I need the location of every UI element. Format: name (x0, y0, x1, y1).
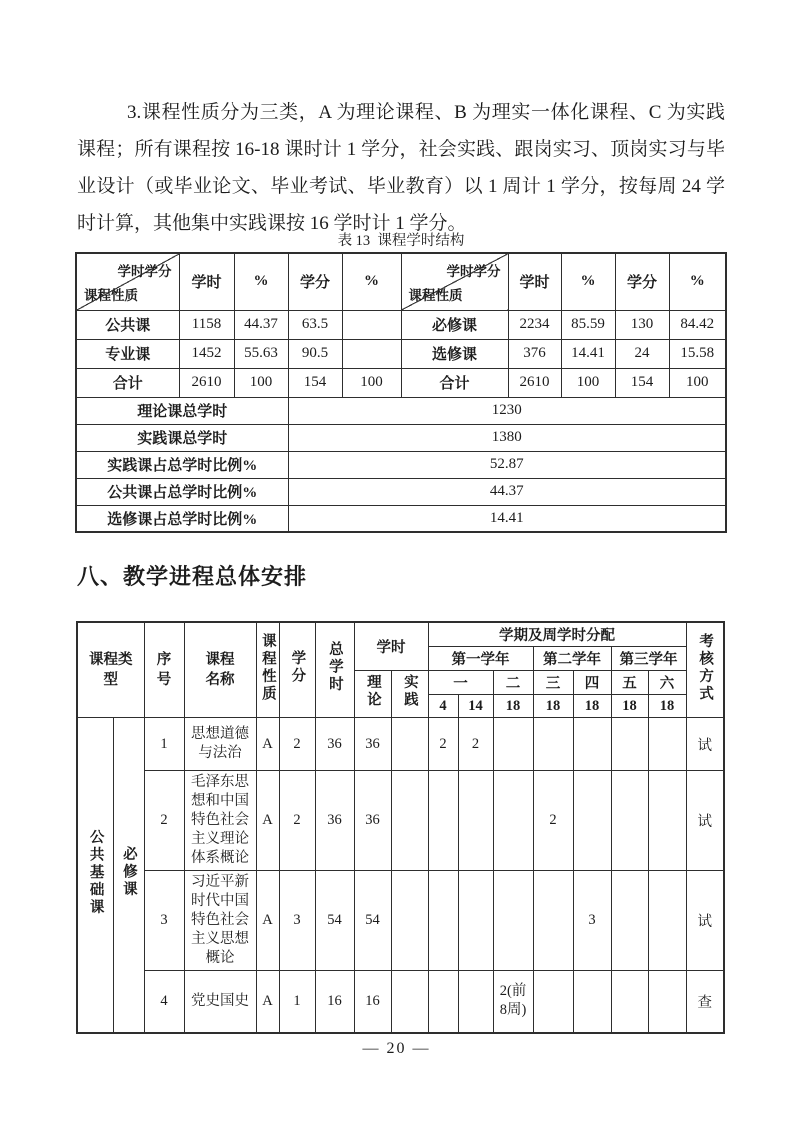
summary-label-practice-ratio: 实践课占总学时比例% (76, 451, 288, 478)
credits-cell: 3 (279, 871, 315, 971)
header-semester-distribution: 学期及周学时分配 (428, 622, 686, 647)
category-public-basic-courses: 公共基础课 (77, 718, 113, 1033)
sem-hours-cell (533, 871, 573, 971)
sem-hours-cell (428, 971, 458, 1033)
header-course-category: 课程类型 (77, 622, 144, 718)
header-percent: % (342, 253, 401, 310)
header-year1: 第一学年 (428, 647, 533, 671)
value-cell: 85.59 (561, 310, 615, 339)
table-row (76, 478, 726, 505)
table-row (76, 451, 726, 478)
theory-hours-cell: 36 (354, 771, 391, 871)
value-cell: 2610 (179, 368, 234, 397)
table-row (76, 424, 726, 451)
header-weeks: 18 (611, 695, 648, 718)
header-weeks: 18 (648, 695, 686, 718)
value-cell: 130 (615, 310, 669, 339)
header-course-name: 课程名称 (184, 622, 256, 718)
total-hours-cell: 16 (315, 971, 354, 1033)
value-cell: 2610 (508, 368, 561, 397)
header-practice: 实践 (391, 671, 428, 718)
sem-hours-cell (458, 971, 493, 1033)
value-cell: 1158 (179, 310, 234, 339)
value-cell: 376 (508, 339, 561, 368)
value-cell: 90.5 (288, 339, 342, 368)
sem-hours-cell: 2 (428, 718, 458, 771)
header-percent: % (561, 253, 615, 310)
course-name-cell: 思想道德与法治 (184, 718, 256, 771)
nature-cell: A (256, 771, 279, 871)
value-cell: 100 (561, 368, 615, 397)
value-cell: 63.5 (288, 310, 342, 339)
value-cell: 84.42 (669, 310, 726, 339)
value-cell: 24 (615, 339, 669, 368)
credits-cell: 1 (279, 971, 315, 1033)
table-row (76, 397, 726, 424)
assessment-cell: 查 (686, 971, 724, 1033)
table13-caption: 表 13 课程学时结构 (337, 233, 465, 249)
value-cell: 2234 (508, 310, 561, 339)
header-total-hours: 总学时 (315, 622, 354, 718)
sem-hours-cell (573, 971, 611, 1033)
section-heading: 八、教学进程总体安排 (77, 564, 308, 589)
practice-hours-cell (391, 871, 428, 971)
value-cell: 55.63 (234, 339, 288, 368)
course-name-cell: 习近平新时代中国特色社会主义思想概论 (184, 871, 256, 971)
practice-hours-cell (391, 718, 428, 771)
diag-label-hours-credits: 学时学分 (446, 264, 501, 279)
value-cell: 154 (288, 368, 342, 397)
summary-label-public-ratio: 公共课占总学时比例% (76, 478, 288, 505)
sem-hours-cell (493, 718, 533, 771)
diag-label-hours-credits: 学时学分 (117, 264, 172, 279)
table-row (76, 339, 726, 368)
header-year3: 第三学年 (611, 647, 686, 671)
header-percent: % (669, 253, 726, 310)
subcategory-required-courses: 必修课 (113, 718, 144, 1033)
value-cell: 1452 (179, 339, 234, 368)
course-nature-paragraph: 3.课程性质分为三类，A 为理论课程、B 为理实一体化课程、C 为实践课程；所有课程按 16-18 课时计 1 学分，社会实践、跟岗实习、顶岗实习与毕业设计（或毕业论文、毕业考试、毕业教育）以 1 周计 1 学分，按每周 24 学时计算，其他集中实践课按 16 学时计 1 学分。 (77, 102, 725, 234)
sem-hours-cell (611, 871, 648, 971)
sem-hours-cell (428, 771, 458, 871)
diag-label-course-nature: 课程性质 (84, 287, 138, 303)
assessment-cell: 试 (686, 771, 724, 871)
sem-hours-cell (533, 718, 573, 771)
summary-value: 44.37 (288, 478, 726, 505)
sem-hours-cell (458, 771, 493, 871)
sem-hours-cell (428, 871, 458, 971)
summary-value: 52.87 (288, 451, 726, 478)
row-label-elective-courses: 选修课 (401, 339, 508, 368)
table-row (77, 771, 724, 871)
assessment-cell: 试 (686, 718, 724, 771)
diagonal-header-cell (76, 253, 179, 310)
sem-hours-cell: 2(前8周) (493, 971, 533, 1033)
table-row (77, 718, 724, 771)
diagonal-header-cell (401, 253, 508, 310)
practice-hours-cell (391, 771, 428, 871)
value-cell: 44.37 (234, 310, 288, 339)
page-number: — 20 — (362, 1040, 431, 1057)
row-label-public-courses: 公共课 (76, 310, 179, 339)
header-weeks: 4 (428, 695, 458, 718)
summary-value: 14.41 (288, 505, 726, 532)
table-row (77, 971, 724, 1033)
value-cell: 15.58 (669, 339, 726, 368)
header-sem-4: 四 (573, 671, 611, 695)
seq-cell: 1 (144, 718, 184, 771)
header-sem-5: 五 (611, 671, 648, 695)
sem-hours-cell (611, 771, 648, 871)
value-cell: 14.41 (561, 339, 615, 368)
header-weeks: 18 (533, 695, 573, 718)
row-label-major-courses: 专业课 (76, 339, 179, 368)
sem-hours-cell: 2 (458, 718, 493, 771)
value-cell: 154 (615, 368, 669, 397)
practice-hours-cell (391, 971, 428, 1033)
summary-label-practice-total-hours: 实践课总学时 (76, 424, 288, 451)
row-label-total: 合计 (76, 368, 179, 397)
header-weeks: 18 (573, 695, 611, 718)
sem-hours-cell (573, 771, 611, 871)
summary-value: 1380 (288, 424, 726, 451)
table-row (77, 871, 724, 971)
assessment-cell: 试 (686, 871, 724, 971)
header-hours: 学时 (508, 253, 561, 310)
sem-hours-cell (533, 971, 573, 1033)
header-weeks: 18 (493, 695, 533, 718)
summary-label-elective-ratio: 选修课占总学时比例% (76, 505, 288, 532)
header-course-nature: 课程性质 (256, 622, 279, 718)
nature-cell: A (256, 718, 279, 771)
nature-cell: A (256, 871, 279, 971)
header-hours: 学时 (179, 253, 234, 310)
header-assessment: 考核方式 (686, 622, 724, 718)
value-cell (342, 310, 401, 339)
sem-hours-cell (648, 771, 686, 871)
sem-hours-cell (648, 718, 686, 771)
header-year2: 第二学年 (533, 647, 611, 671)
header-seq: 序号 (144, 622, 184, 718)
value-cell: 100 (342, 368, 401, 397)
header-theory: 理论 (354, 671, 391, 718)
sem-hours-cell (648, 971, 686, 1033)
diag-label-course-nature: 课程性质 (408, 287, 463, 303)
header-credits: 学分 (279, 622, 315, 718)
nature-cell: A (256, 971, 279, 1033)
header-sem-3: 三 (533, 671, 573, 695)
course-name-cell: 党史国史 (184, 971, 256, 1033)
course-name-cell: 毛泽东思想和中国特色社会主义理论体系概论 (184, 771, 256, 871)
course-hours-structure-table (75, 252, 727, 533)
seq-cell: 3 (144, 871, 184, 971)
value-cell: 100 (234, 368, 288, 397)
summary-label-theory-total-hours: 理论课总学时 (76, 397, 288, 424)
sem-hours-cell (493, 771, 533, 871)
table-row (76, 505, 726, 532)
value-cell: 100 (669, 368, 726, 397)
table-row (76, 368, 726, 397)
teaching-schedule-table (76, 621, 725, 1034)
header-percent: % (234, 253, 288, 310)
sem-hours-cell (611, 718, 648, 771)
sem-hours-cell (648, 871, 686, 971)
header-weeks: 14 (458, 695, 493, 718)
sem-hours-cell: 2 (533, 771, 573, 871)
seq-cell: 4 (144, 971, 184, 1033)
header-credits: 学分 (288, 253, 342, 310)
summary-value: 1230 (288, 397, 726, 424)
seq-cell: 2 (144, 771, 184, 871)
total-hours-cell: 36 (315, 718, 354, 771)
credits-cell: 2 (279, 718, 315, 771)
sem-hours-cell: 3 (573, 871, 611, 971)
theory-hours-cell: 36 (354, 718, 391, 771)
sem-hours-cell (458, 871, 493, 971)
total-hours-cell: 36 (315, 771, 354, 871)
table-row (76, 310, 726, 339)
header-sem-1: 一 (428, 671, 493, 695)
row-label-total: 合计 (401, 368, 508, 397)
header-credits: 学分 (615, 253, 669, 310)
sem-hours-cell (493, 871, 533, 971)
theory-hours-cell: 16 (354, 971, 391, 1033)
theory-hours-cell: 54 (354, 871, 391, 971)
value-cell (342, 339, 401, 368)
credits-cell: 2 (279, 771, 315, 871)
sem-hours-cell (611, 971, 648, 1033)
header-sem-6: 六 (648, 671, 686, 695)
sem-hours-cell (573, 718, 611, 771)
row-label-required-courses: 必修课 (401, 310, 508, 339)
header-hours: 学时 (354, 622, 428, 671)
header-sem-2: 二 (493, 671, 533, 695)
total-hours-cell: 54 (315, 871, 354, 971)
